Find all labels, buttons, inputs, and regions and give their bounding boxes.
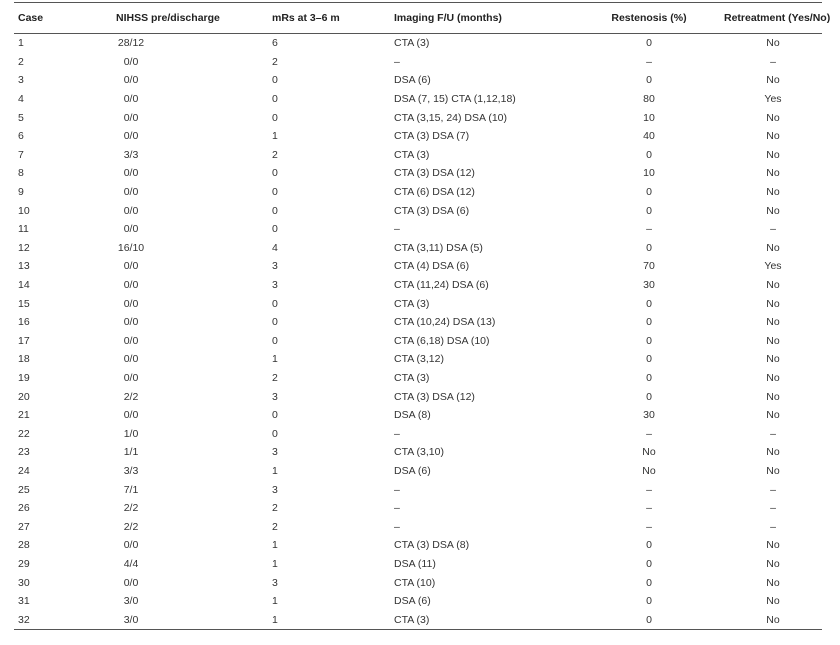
header-row	[14, 3, 822, 34]
cell-retreatment: No	[766, 130, 780, 143]
table-row	[14, 424, 822, 443]
table-row	[14, 499, 822, 518]
cell-case: 19	[18, 371, 30, 384]
table-row	[14, 443, 822, 462]
cell-retreatment: –	[770, 223, 776, 236]
cell-imaging: CTA (3)	[394, 297, 430, 310]
cell-imaging: CTA (6,18) DSA (10)	[394, 334, 490, 347]
cell-nihss: 3/3	[123, 464, 139, 477]
cell-imaging: DSA (6)	[394, 74, 431, 87]
cell-retreatment: No	[766, 446, 780, 459]
cell-imaging: CTA (11,24) DSA (6)	[394, 279, 489, 292]
table-row	[14, 146, 822, 165]
cell-nihss: 3/0	[102, 610, 258, 629]
cell-imaging: –	[394, 223, 400, 236]
cell-nihss: 2/2	[123, 520, 139, 533]
cell-retreatment: No	[766, 279, 780, 292]
cell-restenosis: 0	[646, 595, 652, 608]
cell-nihss: 28/12	[117, 37, 145, 50]
table-row	[14, 276, 822, 295]
cell-mrs: 3	[272, 576, 278, 589]
cell-mrs: 2	[272, 148, 278, 161]
cell-retreatment: No	[766, 37, 780, 50]
table-row	[14, 592, 822, 611]
cell-case: 3	[18, 74, 24, 87]
cell-nihss: 0/0	[123, 576, 139, 589]
table-row	[14, 480, 822, 499]
cell-mrs: 0	[272, 93, 278, 106]
cell-retreatment: No	[766, 316, 780, 329]
cell-retreatment: No	[766, 576, 780, 589]
cell-case: 28	[18, 539, 30, 552]
cell-nihss: 0/0	[123, 409, 139, 422]
cell-nihss: 0/0	[123, 167, 139, 180]
cell-restenosis: 0	[646, 186, 652, 199]
cell-retreatment: No	[766, 409, 780, 422]
table-row	[14, 239, 822, 258]
cell-retreatment: –	[770, 483, 776, 496]
cell-restenosis: 30	[643, 409, 655, 422]
cell-restenosis: 0	[646, 241, 652, 254]
cell-restenosis: 0	[646, 576, 652, 589]
cell-nihss: 3/3	[123, 148, 139, 161]
cell-mrs: 3	[272, 446, 278, 459]
cell-restenosis: No	[642, 446, 656, 459]
cell-restenosis: 0	[646, 148, 652, 161]
cell-retreatment: No	[766, 204, 780, 217]
cell-mrs: 2	[272, 371, 278, 384]
cell-retreatment: No	[766, 186, 780, 199]
cell-mrs: 0	[272, 223, 278, 236]
table-row	[14, 313, 822, 332]
table-row	[14, 610, 822, 629]
table-row	[14, 573, 822, 592]
cell-retreatment: No	[766, 74, 780, 87]
cell-imaging: CTA (3) DSA (8)	[394, 539, 470, 552]
cell-nihss: 0/0	[123, 55, 139, 68]
cell-imaging: CTA (10,24) DSA (13)	[394, 316, 496, 329]
cell-imaging: CTA (3,15, 24) DSA (10)	[394, 111, 508, 124]
cell-imaging: DSA (7, 15) CTA (1,12,18)	[394, 93, 516, 106]
cell-retreatment: No	[724, 610, 822, 629]
cell-imaging: CTA (3,10)	[394, 446, 444, 459]
cell-retreatment: No	[766, 595, 780, 608]
cell-mrs: 0	[272, 409, 278, 422]
cell-restenosis: 80	[643, 93, 655, 106]
cell-retreatment: No	[766, 390, 780, 403]
cell-retreatment: –	[770, 520, 776, 533]
table-header	[14, 3, 831, 34]
cell-mrs: 0	[272, 167, 278, 180]
header-retreatment: Retreatment (Yes/No)	[724, 3, 822, 34]
cell-nihss: 0/0	[123, 353, 139, 366]
cell-restenosis: 0	[646, 334, 652, 347]
cell-case: 13	[18, 260, 30, 273]
cell-nihss: 0/0	[123, 223, 139, 236]
table-row	[14, 517, 822, 536]
cell-mrs: 3	[272, 260, 278, 273]
cell-imaging: CTA (3)	[394, 610, 554, 629]
table-row	[14, 257, 822, 276]
cell-restenosis: 0	[646, 390, 652, 403]
cell-mrs: 1	[272, 353, 278, 366]
cell-nihss: 4/4	[123, 557, 139, 570]
cell-case: 27	[18, 520, 30, 533]
cell-mrs: 0	[272, 111, 278, 124]
cell-mrs: 1	[272, 595, 278, 608]
cell-restenosis: No	[642, 464, 656, 477]
cell-nihss: 3/0	[123, 595, 139, 608]
cell-nihss: 1/0	[123, 427, 139, 440]
cell-retreatment: No	[766, 167, 780, 180]
cell-imaging: CTA (4) DSA (6)	[394, 260, 470, 273]
cell-mrs: 4	[272, 241, 278, 254]
cell-case: 20	[18, 390, 30, 403]
cell-nihss: 0/0	[123, 111, 139, 124]
cell-retreatment: No	[766, 334, 780, 347]
cell-retreatment: –	[770, 427, 776, 440]
cell-imaging: DSA (6)	[394, 595, 431, 608]
cell-imaging: CTA (3,12)	[394, 353, 444, 366]
cell-retreatment: No	[766, 371, 780, 384]
table-row	[14, 53, 822, 72]
cell-restenosis: 0	[554, 610, 724, 629]
cell-nihss: 0/0	[123, 539, 139, 552]
table-row	[14, 350, 822, 369]
cell-mrs: 2	[272, 520, 278, 533]
cell-nihss: 0/0	[123, 334, 139, 347]
cell-case: 18	[18, 353, 30, 366]
cell-mrs: 0	[272, 334, 278, 347]
cell-imaging: CTA (3)	[394, 37, 430, 50]
cell-nihss: 0/0	[123, 297, 139, 310]
cell-mrs: 3	[272, 279, 278, 292]
cell-retreatment: No	[766, 241, 780, 254]
cell-restenosis: 0	[646, 371, 652, 384]
cell-imaging: –	[394, 483, 400, 496]
table-row	[14, 201, 822, 220]
cell-retreatment: No	[766, 111, 780, 124]
cell-imaging: –	[394, 427, 400, 440]
cell-retreatment: No	[766, 297, 780, 310]
cell-imaging: DSA (6)	[394, 464, 431, 477]
cell-case: 17	[18, 334, 30, 347]
cell-case: 21	[18, 409, 30, 422]
cell-case: 16	[18, 316, 30, 329]
cell-retreatment: –	[770, 55, 776, 68]
cell-nihss: 2/2	[123, 502, 139, 515]
cell-retreatment: Yes	[764, 93, 782, 106]
cell-retreatment: No	[766, 148, 780, 161]
cell-mrs: 3	[272, 483, 278, 496]
cell-case: 22	[18, 427, 30, 440]
table-row	[14, 183, 822, 202]
cell-restenosis: 40	[643, 130, 655, 143]
cell-case: 11	[18, 223, 29, 236]
cell-restenosis: –	[646, 520, 652, 533]
cell-case: 7	[18, 148, 24, 161]
cell-restenosis: 0	[646, 74, 652, 87]
cell-case: 24	[18, 464, 30, 477]
cell-restenosis: 0	[646, 353, 652, 366]
cell-nihss: 0/0	[123, 74, 139, 87]
cell-case: 32	[14, 610, 102, 629]
cell-case: 9	[18, 186, 24, 199]
cell-retreatment: –	[770, 502, 776, 515]
cell-case: 12	[18, 241, 30, 254]
table-row	[14, 34, 822, 53]
cell-imaging: CTA (6) DSA (12)	[394, 186, 475, 199]
cell-restenosis: 0	[646, 297, 652, 310]
table-row	[14, 127, 822, 146]
table-row	[14, 332, 822, 351]
cell-restenosis: 0	[646, 557, 652, 570]
cell-retreatment: No	[766, 353, 780, 366]
cell-mrs: 1	[272, 130, 278, 143]
cell-mrs: 0	[272, 316, 278, 329]
cell-imaging: CTA (3) DSA (6)	[394, 204, 470, 217]
header-case: Case	[14, 3, 102, 34]
cell-nihss: 0/0	[123, 93, 139, 106]
cell-nihss: 0/0	[123, 186, 139, 199]
cell-restenosis: 70	[643, 260, 655, 273]
cell-restenosis: 0	[646, 316, 652, 329]
table-row	[14, 536, 822, 555]
cell-restenosis: –	[646, 483, 652, 496]
results-table	[14, 2, 831, 630]
cell-nihss: 1/1	[123, 446, 139, 459]
cell-case: 23	[18, 446, 30, 459]
cell-mrs: 2	[272, 502, 278, 515]
cell-case: 2	[18, 55, 24, 68]
table-row	[14, 108, 822, 127]
table-row	[14, 90, 822, 109]
table-row	[14, 555, 822, 574]
cell-retreatment: Yes	[764, 260, 782, 273]
cell-retreatment: No	[766, 557, 780, 570]
table-row	[14, 294, 822, 313]
cell-mrs: 3	[272, 390, 278, 403]
cell-case: 25	[18, 483, 30, 496]
cell-imaging: CTA (3)	[394, 371, 430, 384]
cell-case: 29	[18, 557, 30, 570]
cell-case: 6	[18, 130, 24, 143]
table-row	[14, 71, 822, 90]
cell-restenosis: 0	[646, 204, 652, 217]
cell-mrs: 2	[272, 55, 278, 68]
table-row	[14, 462, 822, 481]
cell-mrs: 0	[272, 297, 278, 310]
cell-nihss: 0/0	[123, 279, 139, 292]
cell-restenosis: –	[646, 427, 652, 440]
cell-case: 1	[18, 37, 24, 50]
table-row	[14, 387, 822, 406]
cell-imaging: CTA (10)	[394, 576, 436, 589]
cell-case: 26	[18, 502, 30, 515]
cell-imaging: DSA (11)	[394, 557, 436, 570]
cell-restenosis: 0	[646, 37, 652, 50]
cell-nihss: 0/0	[123, 316, 139, 329]
cell-retreatment: No	[766, 539, 780, 552]
cell-nihss: 0/0	[123, 260, 139, 273]
cell-nihss: 0/0	[123, 371, 139, 384]
cell-mrs: 1	[258, 610, 394, 629]
header-mrs: mRs at 3–6 m	[258, 3, 394, 34]
cell-imaging: CTA (3)	[394, 148, 430, 161]
cell-restenosis: –	[646, 223, 652, 236]
cell-case: 31	[18, 595, 30, 608]
cell-case: 14	[18, 279, 30, 292]
cell-imaging: CTA (3) DSA (12)	[394, 167, 475, 180]
cell-nihss: 7/1	[123, 483, 139, 496]
cell-restenosis: 30	[643, 279, 655, 292]
cell-imaging: DSA (8)	[394, 409, 431, 422]
cell-imaging: –	[394, 55, 400, 68]
cell-nihss: 0/0	[123, 204, 139, 217]
cell-imaging: CTA (3) DSA (12)	[394, 390, 475, 403]
table-row	[14, 406, 822, 425]
cell-mrs: 0	[272, 204, 278, 217]
cell-imaging: –	[394, 502, 400, 515]
cell-retreatment: No	[766, 464, 780, 477]
cell-imaging: CTA (3) DSA (7)	[394, 130, 470, 143]
cell-case: 30	[18, 576, 30, 589]
cell-case: 8	[18, 167, 24, 180]
cell-case: 10	[18, 204, 30, 217]
cell-nihss: 2/2	[123, 390, 139, 403]
table-row	[14, 369, 822, 388]
table-row	[14, 220, 822, 239]
cell-mrs: 0	[272, 74, 278, 87]
cell-case: 15	[18, 297, 30, 310]
cell-restenosis: 10	[643, 167, 655, 180]
table-row	[14, 164, 822, 183]
cell-restenosis: –	[646, 55, 652, 68]
cell-mrs: 1	[272, 539, 278, 552]
cell-nihss: 16/10	[117, 241, 145, 254]
cell-case: 4	[18, 93, 24, 106]
cell-restenosis: 0	[646, 539, 652, 552]
cell-restenosis: –	[646, 502, 652, 515]
cell-mrs: 1	[272, 557, 278, 570]
cell-mrs: 6	[272, 37, 278, 50]
header-restenosis: Restenosis (%)	[554, 3, 724, 34]
cell-nihss: 0/0	[123, 130, 139, 143]
cell-case: 5	[18, 111, 24, 124]
table-body	[14, 34, 822, 630]
cell-imaging: CTA (3,11) DSA (5)	[394, 241, 483, 254]
cell-mrs: 0	[272, 427, 278, 440]
header-nihss: NIHSS pre/discharge	[102, 3, 258, 34]
cell-imaging: –	[394, 520, 400, 533]
cell-mrs: 0	[272, 186, 278, 199]
header-imaging: Imaging F/U (months)	[394, 3, 554, 34]
cell-restenosis: 10	[643, 111, 655, 124]
cell-mrs: 1	[272, 464, 278, 477]
